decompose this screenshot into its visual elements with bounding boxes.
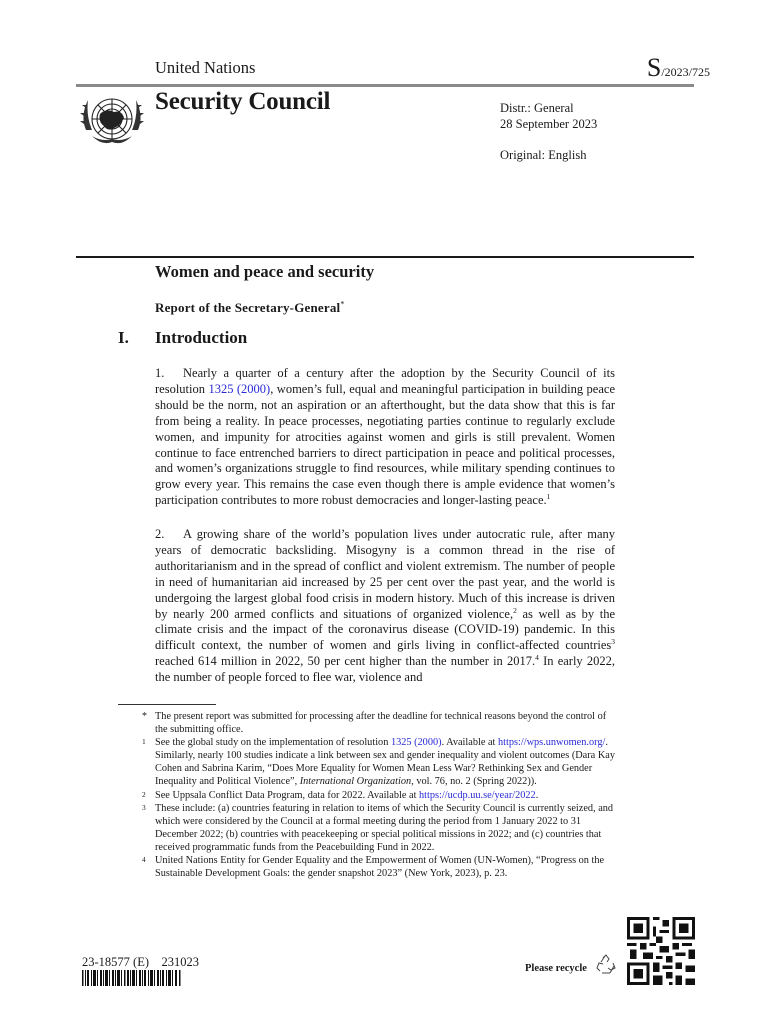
barcode-icon xyxy=(82,970,182,986)
footnote-ref[interactable]: 1 xyxy=(546,492,551,502)
symbol-letter: S xyxy=(646,53,662,82)
footnote-3 xyxy=(142,802,615,854)
footnote-text: , vol. 76, no. 2 (Spring 2022)). xyxy=(411,776,537,788)
un-emblem-icon xyxy=(78,90,146,152)
recycle-text: Please recycle xyxy=(525,963,587,974)
journal-title: International Organization xyxy=(299,776,412,788)
organ-name: Security Council xyxy=(155,88,331,115)
footnote-4 xyxy=(142,854,615,880)
ucdp-link[interactable]: https://ucdp.uu.se/year/2022 xyxy=(419,789,536,801)
footnote-mark: 4 xyxy=(142,855,146,865)
paragraph-text: A growing share of the world’s population lives under autocratic rule, after many years of democratic backsliding. Misogyny is a common thread in the rise of authoritarianism and in the spread of conflict and violent extremism. The number of people in need of humanitarian aid increased by 25 per cent over the past year, and the world is undergoing the largest global food crisis in modern history. Much of this increase is driven by nearly 200 armed conflicts and situations of organized violence, xyxy=(155,527,615,621)
paragraph-1 xyxy=(155,366,615,509)
resolution-link[interactable]: 1325 (2000) xyxy=(208,381,271,396)
footnote-text: The present report was submitted for processing after the deadline for technical reasons beyond the control of the submitting office. xyxy=(155,711,607,736)
paragraph-text: In early 2022, the number of people forced to flee war, violence and xyxy=(155,654,615,685)
document-subtitle xyxy=(155,300,345,316)
qr-code-icon xyxy=(627,917,695,985)
footnote-text: See the global study on the implementation of resolution xyxy=(155,737,391,749)
original-language: Original: English xyxy=(500,148,587,162)
paragraph-number: 2. xyxy=(155,527,165,541)
footnote-text: . Available at xyxy=(441,737,498,749)
footnote-text: United Nations Entity for Gender Equality and the Empowerment of Women (UN-Women), “Progress on the Sustainable Development Goals: the gender snapshot 2023” (New York, 2023), p. 23. xyxy=(155,855,605,880)
footnote-text: . xyxy=(535,789,539,801)
footnote-text: . Similarly, nearly 100 studies indicate a link between sex and gender inequality and violent outcomes (Dara Kay Cohen and Sabrina Karim, “Does More Equality for Women Mean Less War? Rethinking Sex and Gender Inequality and Political Violence”, xyxy=(155,737,615,788)
footnote-mark: * xyxy=(142,711,147,722)
document-symbol xyxy=(647,53,710,83)
paragraph-text: , women’s full, equal and meaningful participation in building peace should be the norm, not an aspiration or an afterthought, but the data show that this is far from being a reality. In peace processes, negotiating parties continue to regularly exclude women, and impunity for atrocities against women and girls is still prevalent. Women continue to face entrenched barriers to direct participation in peace and political processes, and women’s organizations struggle to find resources, while military spending continues to grow every year. This remains the case even though there is ample evidence that women’s participation contributes to more robust democracies and longer-lasting peace. xyxy=(155,381,616,508)
footnote-separator xyxy=(118,704,216,705)
section-title: Introduction xyxy=(155,328,248,347)
subtitle-text: Report of the Secretary-General xyxy=(155,300,341,315)
footnote-1 xyxy=(142,736,615,788)
footnotes xyxy=(142,710,615,880)
symbol-number: /2023/725 xyxy=(661,65,710,79)
title-rule xyxy=(76,256,694,258)
paragraph-text: reached 614 million in 2022, 50 per cent higher than the number in 2017. xyxy=(155,654,536,669)
subtitle-footnote-mark[interactable]: * xyxy=(340,299,345,309)
footnote-star xyxy=(142,710,615,736)
footnote-2 xyxy=(142,789,615,802)
distribution-block xyxy=(500,100,597,163)
section-number: I. xyxy=(118,328,129,347)
footnote-mark: 3 xyxy=(142,802,146,812)
document-title: Women and peace and security xyxy=(155,262,375,281)
job-number: 23-18577 (E) 231023 xyxy=(82,955,199,969)
footnote-ref[interactable]: 4 xyxy=(535,653,539,663)
paragraph-number: 1. xyxy=(155,366,165,380)
document-date: 28 September 2023 xyxy=(500,117,598,131)
resolution-link[interactable]: 1325 (2000) xyxy=(390,737,442,749)
footnote-ref[interactable]: 3 xyxy=(611,637,615,647)
paragraph-2 xyxy=(155,527,615,686)
unwomen-link[interactable]: https://wps.unwomen.org/ xyxy=(497,737,606,749)
footnote-mark: 2 xyxy=(142,789,146,799)
recycle-icon xyxy=(594,953,618,977)
distribution: Distr.: General xyxy=(500,101,574,115)
footnote-mark: 1 xyxy=(142,737,146,747)
paragraph-text: as well as by the climate crisis and the impact of the coronavirus disease (COVID-19) pandemic. In this difficult context, the number of women and girls living in conflict-affected countries xyxy=(155,606,616,653)
footnote-text: See Uppsala Conflict Data Program, data for 2022. Available at xyxy=(155,789,420,801)
header-rule xyxy=(76,84,694,87)
footnote-ref[interactable]: 2 xyxy=(513,605,517,615)
organization-name: United Nations xyxy=(155,58,256,77)
footnote-text: These include: (a) countries featuring in relation to items of which the Security Council is currently seized, and which were considered by the Council at a formal meeting during the period from 1 January 2022 to 31 December 2022; (b) countries with peacekeeping or special political missions in 2022; and (c) countries that received programmatic funds from the Peacebuilding Fund in 2022. xyxy=(155,802,614,853)
paragraph-text: Nearly a quarter of a century after the adoption by the Security Council of its resolution xyxy=(155,366,615,396)
